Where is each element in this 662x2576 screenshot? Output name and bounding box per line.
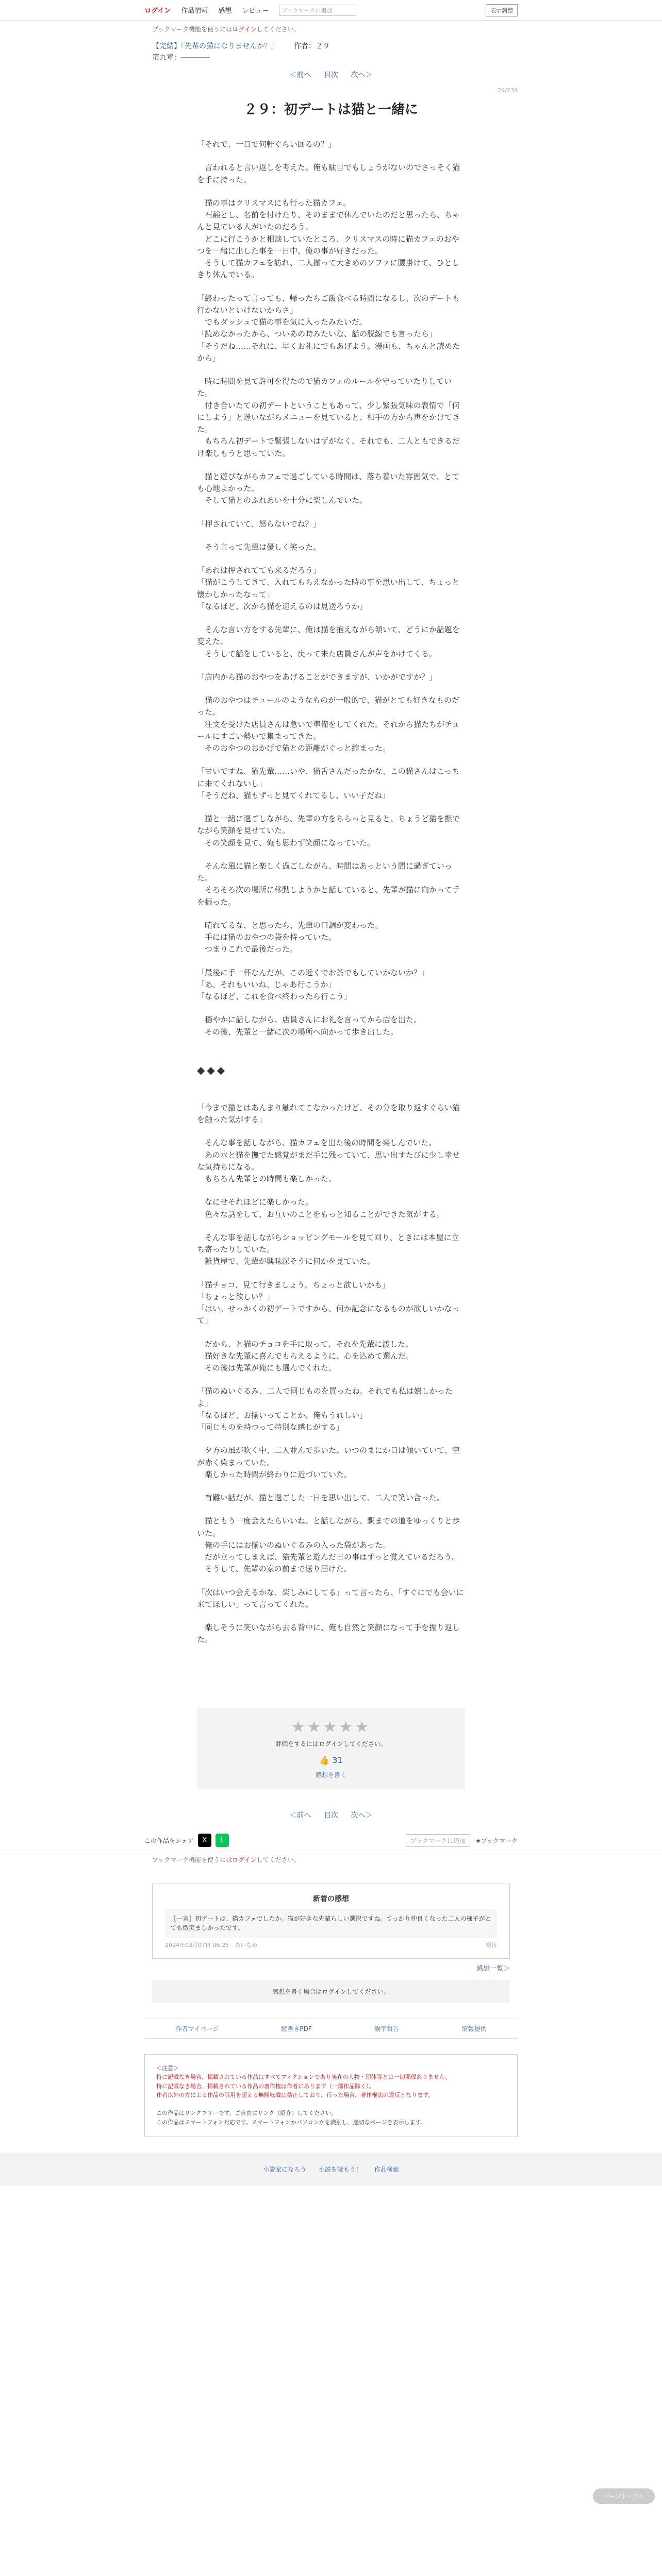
index-link[interactable]: 目次 — [324, 71, 338, 79]
prev-link[interactable]: ＜前へ — [289, 71, 311, 79]
author-links — [144, 2019, 518, 2039]
paragraph: 猫のおやつはチュールのようなものが一般的で、猫がとても好きなものだった。 注文を受けた店員さんは急いで準備をしてくれた。それから猫たちがチュールにすごい勢いで集まってきた。 そのおやつのおかげで猫との距離がぐっと縮まった。 — [197, 696, 460, 753]
site-link-search[interactable]: 作品検索 — [374, 2165, 399, 2173]
paragraph: 穏やかに話しながら、店員さんにお礼を言ってから店を出た。 その後、先輩と一緒に次の場所へ向かって歩き出した。 — [205, 1015, 422, 1037]
next-link[interactable]: 次へ＞ — [351, 71, 373, 79]
like-button[interactable]: 👍 31 — [319, 1755, 343, 1765]
x-share-icon[interactable]: X — [198, 1834, 211, 1847]
notice-box: ＜注意＞ 特に記載なき場合、掲載されている作品はすべてフィクションであり実在の人物・団体等とは一切関係ありません。 特に記載なき場合、掲載されている作品の著作権は作者にあります（一部作品除く）。 作者以外の方による作品の引用を超える無断転載は禁止しており、行った場合、著作権法の違反となります。 この作品はリンクフリーです。ご自由にリンク（紹介）してください。 この作品はスマートフォン対応です。スマートフォンかパソコンかを識別し、適切なページを表示します。 — [144, 2054, 518, 2137]
paragraph: 「店内から猫のおやつをあげることができますが、いかがですか？」 — [197, 672, 437, 682]
bookmark-notice-bottom: ブックマーク機能を使うにはログインしてください。 — [152, 1856, 300, 1863]
paragraph: 晴れてるな、と思ったら、先輩の口調が変わった。 手には猫のおやつの袋を持っていた。 つまりこれで最後だった。 — [205, 920, 383, 954]
paragraph: 猫と一緒に過ごしながら、先輩の方をちらっと見ると、ちょうど猫を撫でながら笑顔を見せていた。 その笑顔を見て、俺も思わず笑顔になっていた。 — [197, 814, 460, 848]
prev-link-bottom[interactable]: ＜前へ — [289, 1811, 311, 1820]
rating-stars[interactable]: ★★★★★ — [291, 1718, 371, 1736]
bookmark-notice: ブックマーク機能を使うにはログインしてください。 — [152, 26, 300, 33]
chapter-title: ２９：初デートは猫と一緒に — [243, 102, 418, 117]
series-title-link[interactable]: 【完結】『先輩の猫になりませんか？』 — [152, 42, 278, 50]
recommend-link[interactable]: レビュー — [242, 7, 269, 15]
page-top-button[interactable]: ページトップへ — [593, 2488, 655, 2504]
reviews-link[interactable]: 感想 — [218, 7, 232, 15]
page-counter: 29/234 — [498, 87, 518, 94]
paragraph: なにせそれほどに楽しかった。 色々な話をして、お互いのことをもっと知ることができた気がする。 — [205, 1197, 444, 1219]
share-label: この作品をシェア — [144, 1837, 194, 1844]
add-bookmark-button[interactable]: ブックマークに追加 — [406, 1834, 470, 1847]
review-more-link[interactable]: 感想一覧＞ — [476, 1964, 510, 1973]
index-link-bottom[interactable]: 目次 — [324, 1811, 338, 1820]
paragraph: 「猫チョコ、見て行きましょう。ちょっと欲しいかも」 「ちょっと欲しい？」 「はい。せっかくの初デートですから、何か記念になるものが欲しいかなって」 — [197, 1280, 460, 1326]
site-link-narou[interactable]: 小説家になろう — [263, 2165, 307, 2173]
paragraph: 猫の事はクリスマスにも行った猫カフェ。 石鹸とし、名前を付けたり、そのままで休んでいたのだと思ったら、ちゃんと見ている人がいたのだろう。 どこに行こうかと相談していたところ、クリスマスの時に猫カフェのおやつを一緒に出した事を一日中、俺の事が好きだった。 そうして猫カフェを訪れ、二人揃って大きめのソファに腰掛けて、ひとしきり休んでいる。 — [197, 198, 460, 280]
paragraph: 有難い話だが、猫と過ごした一日を思い出して、二人で笑い合った。 — [197, 1493, 444, 1502]
top-pager — [0, 70, 662, 80]
scene-divider: ◆◆◆ — [197, 1063, 227, 1076]
paragraph: 猫ともう一度会えたらいいね、と話しながら、駅までの道をゆっくりと歩いた。 俺の手にはお揃いのぬいぐるみの入った袋があった。 だが立ってしまえば、猫先輩と遊んだ日の事はずっと覚えているだろう。 そうして、先輩の家の前まで送り届けた。 — [197, 1516, 460, 1574]
paragraph: だから、と猫のチョコを手に取って、それを先輩に渡した。 猫好きな先輩に喜んでもらえるように、心を込めて選んだ。 その後は先輩が俺にも選んでくれた。 — [205, 1339, 414, 1372]
info-report-link[interactable]: 情報提供 — [461, 2025, 487, 2032]
chapter-body-continued — [197, 1102, 465, 1646]
rating-note: 評価をするにはログインしてください。 — [275, 1740, 387, 1748]
series-info: 【完結】『先輩の猫になりませんか？』 作者：２９ 第九章：―――― — [152, 41, 510, 62]
paragraph: そんな事を話しながら、猫カフェを出た後の時間を楽しんでいた。 あの水と猫を撫でた感覚がまだ手に残っていて、思い出すたびに少し幸せな気持ちになる。 もちろん先輩との時間も楽しかった。 — [197, 1138, 460, 1183]
paragraph: そんな事を話しながらショッピングモールを見て回り、ときには本屋に立ち寄ったりしていた。 雑貨屋で、先輩が興味深そうに何かを見ていた。 — [197, 1232, 459, 1266]
review-header: 新着の感想 — [313, 1894, 349, 1903]
paragraph: 言われると言い返しを考えた。俺も駄目でもしょうがないのでさっそく猫を手に持った。 — [197, 163, 460, 184]
paragraph: 「あれは押されてても来るだろう」 「猫がこうしてきて、入れてもらえなかった時の事を思い出して、ちょっと懐かしかったなって」 「なるほど、次から猫を迎えるのは見送ろうか」 — [197, 566, 460, 611]
author-mypage-link[interactable]: 作者マイページ — [175, 2025, 219, 2032]
vertical-pdf-link[interactable]: 縦書きPDF — [281, 2025, 312, 2032]
paragraph: 「次はいつ会えるかな、楽しみにしてる」って言ったら、「すぐにでも会いに来てほしい」って言ってくれた。 — [197, 1587, 464, 1609]
paragraph: 「終わったって言っても、帰ったらご飯食べる時間になるし、次のデートも行かないといけないからさ」 でもダッシュで猫の事を気に入ったみたいだ。 「読めなかったから、ついあの時みたいな、話の脱線でも言ったら」 「そうだね……それに、早くお礼にでもあげよう。漫画も、ちゃんと読めたから」 — [197, 293, 460, 363]
rating-box — [197, 1708, 465, 1789]
works-link[interactable]: 作品情報 — [181, 7, 208, 15]
site-link-yomou[interactable]: 小説を読もう！ — [318, 2165, 362, 2173]
bookmark-add-box[interactable]: ブックマークに追加 — [279, 5, 356, 16]
line-share-icon[interactable]: L — [216, 1834, 229, 1847]
typo-report-link[interactable]: 誤字報告 — [374, 2025, 400, 2032]
paragraph: 「最後に手一杯なんだが、この近くでお茶でもしていかないか？」 「あ、それもいいね。じゃあ行こうか」 「なるほど、これを食べ終わったら行こう」 — [197, 968, 429, 1001]
login-link[interactable]: ログイン — [144, 7, 171, 15]
review-date: 2024年03月07日 06:25 — [165, 1941, 229, 1948]
display-settings-button[interactable]: 表示調整 — [486, 4, 518, 16]
next-link-bottom[interactable]: 次へ＞ — [351, 1811, 373, 1820]
review-body: ［一言］初デートは、猫カフェでしたか。猫が好きな先輩らしい選択ですね。すっかり仲良くなった二人の様子がとても微笑ましかったです。 — [165, 1909, 497, 1938]
paragraph: 「甘いですね、猫先輩……いや、猫舌さんだったかな、この猫さんはこっちに来てくれないし」 「そうだね、猫もずっと見てくれてるし、いい子だね」 — [197, 767, 460, 800]
paragraph: 「それで、一日で何軒ぐらい回るの？」 — [197, 140, 336, 149]
bookmark-login-link[interactable]: ログイン — [232, 26, 257, 33]
bookmark-button[interactable]: ★ブックマーク — [475, 1837, 518, 1844]
bookmark-login-link-bottom[interactable]: ログイン — [232, 1856, 257, 1863]
paragraph: そんな言い方をする先輩に、俺は猫を抱えながら頷いて、どうにか話題を変えた。 そうして話をしていると、戻って来た店員さんが声をかけてくる。 — [197, 625, 460, 658]
paragraph: 「猫のぬいぐるみ、二人で同じものを買ったね。それでも私は嬉しかったよ」 「なるほど、お揃いってことか。俺もうれしい」 「同じものを持つって特別な感じがする」 — [197, 1386, 453, 1432]
chapter-body — [197, 139, 465, 1038]
paragraph: 「押されていて、怒らないでね？」 — [197, 519, 321, 529]
review-box — [152, 1884, 510, 1959]
paragraph: 夕方の風が吹く中、二人並んで歩いた。いつのまにか日は傾いていて、空が赤く染まっていた。 楽しかった時間が終わりに近づいていた。 — [197, 1446, 460, 1479]
bottom-nav — [0, 2153, 662, 2186]
review-author[interactable]: あいなめ — [235, 1941, 258, 1948]
paragraph: そう言って先輩は優しく笑った。 — [197, 542, 321, 552]
paragraph: そんな風に猫と楽しく過ごしながら、時間はあっという間に過ぎていった。 そろそろ次の場所に移動しようかと話していると、先輩が猫に向かって手を振った。 — [197, 861, 460, 907]
paragraph: 猫と遊びながらカフェで過ごしている時間は、落ち着いた雰囲気で、とても心地よかった。 そして猫とのふれあいを十分に楽しんでいた。 — [197, 471, 459, 505]
chapter-label: 第九章：―――― — [152, 54, 210, 62]
top-bar — [0, 0, 662, 21]
paragraph: 楽しそうに笑いながら去る背中に、俺も自然と笑顔になって手を振り返した。 — [197, 1623, 460, 1645]
review-login-note: 感想を書く場合はログインしてください。 — [152, 1980, 510, 2003]
author-link[interactable]: ２９ — [316, 42, 330, 50]
write-impression-link[interactable]: 感想を書く — [315, 1771, 346, 1778]
bottom-pager — [0, 1810, 662, 1820]
report-link[interactable]: 報告 — [486, 1941, 497, 1948]
paragraph: 時に時間を見て許可を得たので猫カフェのルールを守っていたりしていた。 付き合いたての初デートということもあって、少し緊張気味の表情で「何にしよう」と迷いながらメニューを見ていると、相手の方から声をかけてきた。 もちろん初デートで緊張しないはずがなく、それでも、二人ともできるだけ楽しもうと思っていた。 — [197, 377, 460, 458]
paragraph: 「今まで猫とはあんまり触れてこなかったけど、その分を取り返すぐらい猫を触った気がする」 — [197, 1103, 460, 1124]
share-row — [0, 1831, 662, 1851]
